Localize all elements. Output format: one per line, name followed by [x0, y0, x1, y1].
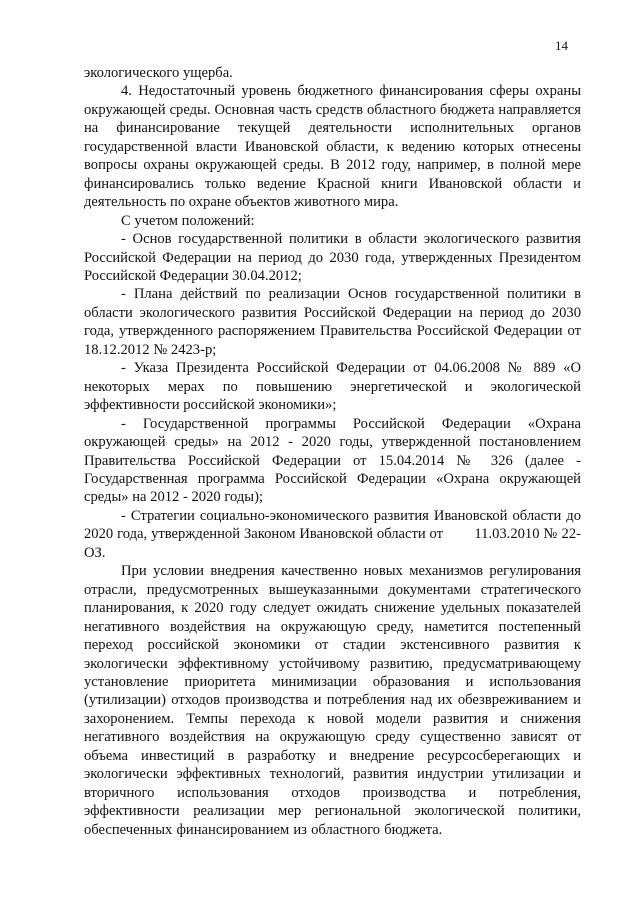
document-body [84, 64, 585, 839]
list-item-decree: - Указа Президента Российской Федерации от 04.06.2008 № 889 «О некоторых мерах по повышению энергетической и экологической эффективности российской экономики»; [84, 360, 581, 414]
list-item-state-program: - Государственной программы Российской Федерации «Охрана окружающей среды» на 2012 - 2020 годы, утвержденной постановлением Правительства Российской Федерации от 15.04.2014 № 326 (далее - Государственная программа Российской Федерации «Охрана окружающей среды» на 2012 - 2020 годы); [84, 415, 581, 506]
paragraph-continuation: экологического ущерба. [84, 65, 233, 81]
paragraph-intro: С учетом положений: [121, 212, 255, 229]
page-number: 14 [555, 38, 568, 53]
list-item-basics: - Основ государственной политики в области экологического развития Российской Федерации на период до 2030 года, утвержденных Президентом Российской Федерации 30.04.2012; [84, 231, 581, 284]
list-item-action-plan: - Плана действий по реализации Основ государственной политики в области экологического развития Российской Федерации на период до 2030 года, утвержденного распоряжением Правительства Российской Федерации от 18.12.2012 № 2423-р; [84, 286, 581, 358]
paragraph-point-4: 4. Недостаточный уровень бюджетного финансирования сферы охраны окружающей среды. Основная часть средств областного бюджета направляется на финансирование текущей деятельности исполнительных органов государственной власти Ивановской области, к ведению которых отнесены вопросы охраны окружающей среды. В 2012 году, например, в полной мере финансировались только ведение Красной книги Ивановской области и деятельность по охране объектов животного мира. [84, 83, 581, 211]
list-item-strategy: - Стратегии социально-экономического развития Ивановской области до 2020 года, утвержденной Законом Ивановской области от 11.03.2010 № 22-ОЗ. [84, 507, 585, 561]
paragraph-conclusion: При условии внедрения качественно новых механизмов регулирования отрасли, предусмотренных вышеуказанными документами стратегического планирования, к 2020 году следует ожидать снижение удельных показателей негативного воздействия на окружающую среду, наметится постепенный переход российской экономики от стадии экстенсивного развития к экологически эффективному устойчивому развитию, предусматривающему установление приоритета минимизации образования и использования (утилизации) отходов производства и потребления над их обезвреживанием и захоронением. Темпы перехода к новой модели развития и снижения негативного воздействия на окружающую среду существенно зависят от объема инвестиций в разработку и внедрение ресурсосберегающих и экологически эффективных технологий, развития индустрии утилизации и вторичного использования отходов производства и потребления, эффективности реализации мер региональной экологической политики, обеспеченных финансированием из областного бюджета. [84, 563, 581, 838]
